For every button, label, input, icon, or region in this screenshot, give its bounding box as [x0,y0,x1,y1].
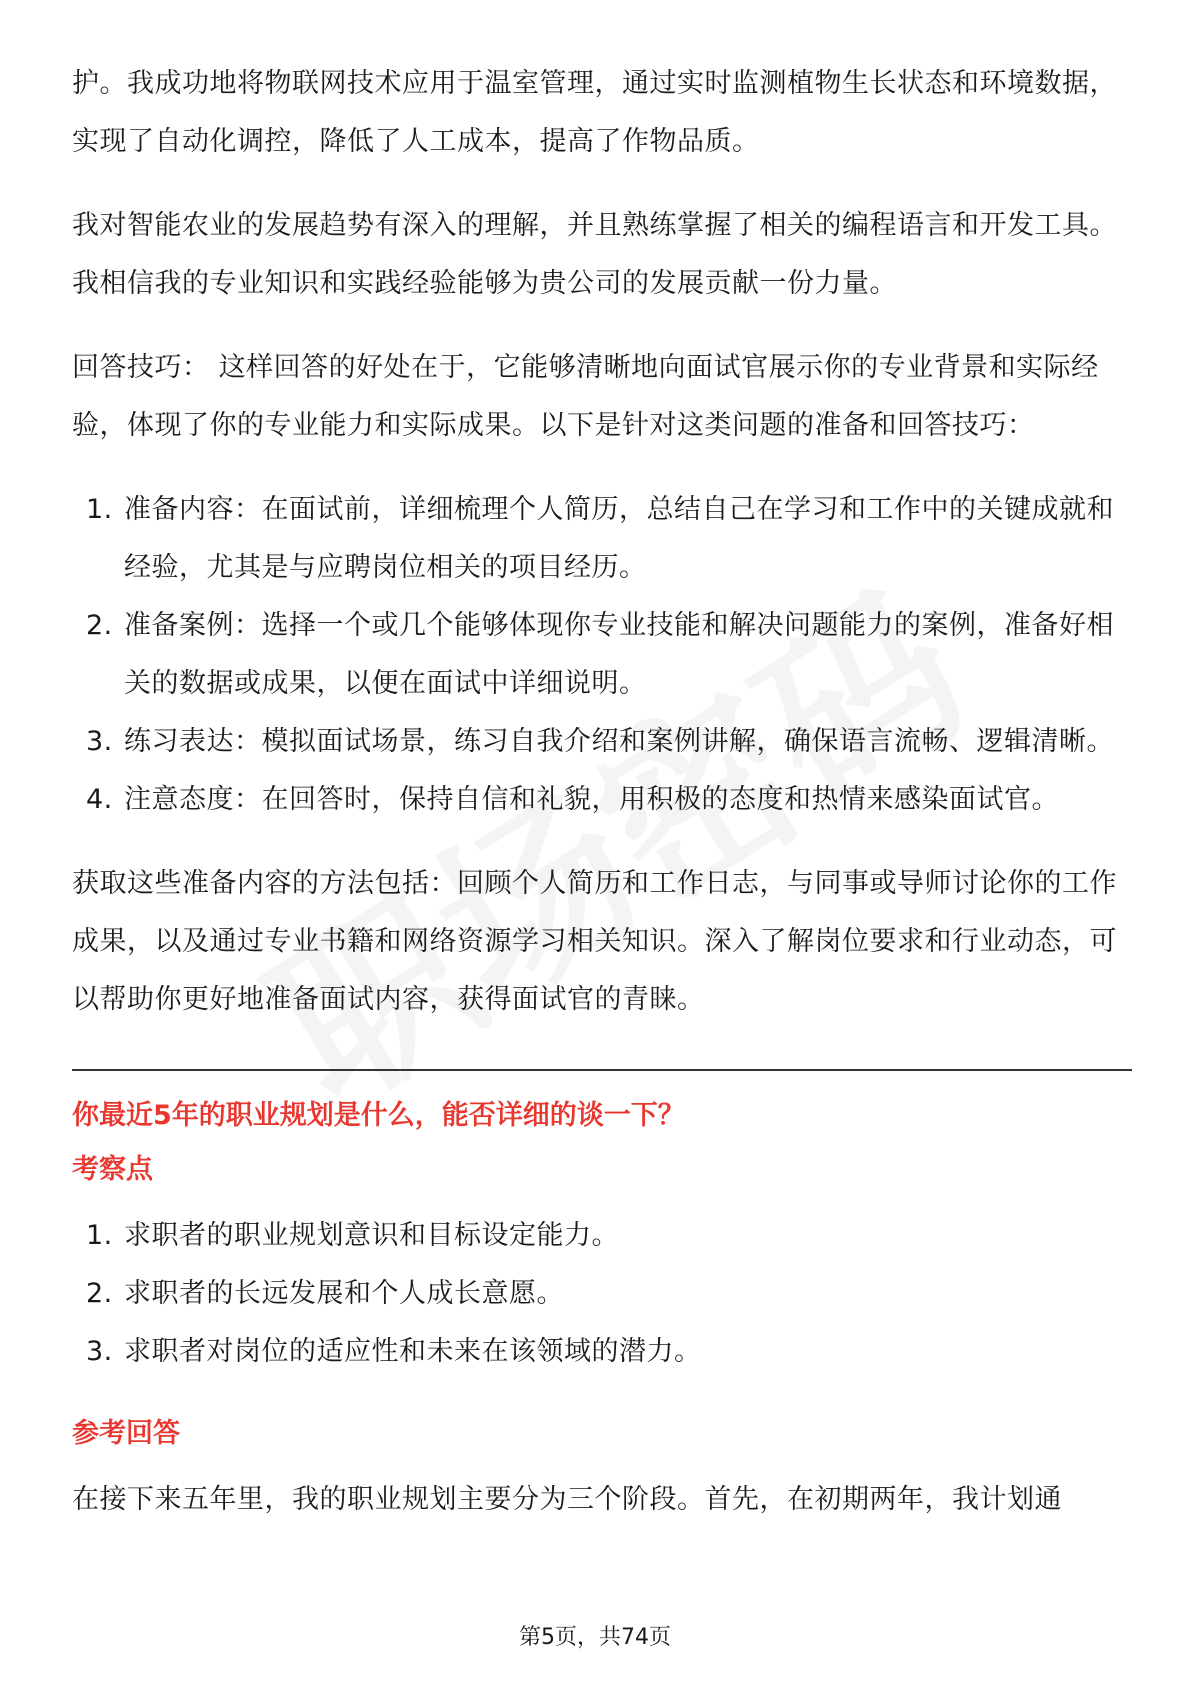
list-item-text: 准备内容：在面试前，详细梳理个人简历，总结自己在学习和工作中的关键成就和经验，尤其是与应聘岗位相关的项目经历。 [124,494,1114,583]
list-number: 3. [86,1336,113,1367]
list-item [72,1207,1132,1265]
list-item-text: 练习表达：模拟面试场景，练习自我介绍和案例讲解，确保语言流畅、逻辑清晰。 [124,726,1114,757]
answer-heading: 参考回答 [72,1418,180,1449]
page-content [72,55,1132,1555]
tips-list [72,481,1132,829]
paragraph-answer-start: 在接下来五年里，我的职业规划主要分为三个阶段。首先，在初期两年，我计划通 [72,1484,1062,1515]
points-heading: 考察点 [72,1154,153,1185]
page-footer: 第5页，共74页 [519,1625,671,1650]
list-item-text: 准备案例：选择一个或几个能够体现你专业技能和解决问题能力的案例，准备好相关的数据或成果，以便在面试中详细说明。 [124,610,1114,699]
question-title: 你最近5年的职业规划是什么，能否详细的谈一下？ [72,1100,685,1131]
paragraph-methods: 获取这些准备内容的方法包括：回顾个人简历和工作日志，与同事或导师讨论你的工作成果，以及通过专业书籍和网络资源学习相关知识。深入了解岗位要求和行业动态，可以帮助你更好地准备面试内容，获得面试官的青睐。 [72,868,1117,1015]
list-item [72,771,1132,829]
list-item [72,481,1132,597]
list-item [72,1265,1132,1323]
list-item-text: 求职者对岗位的适应性和未来在该领域的潜力。 [124,1336,702,1367]
list-item-text: 求职者的职业规划意识和目标设定能力。 [124,1220,619,1251]
list-number: 2. [86,610,113,641]
points-list [72,1207,1132,1381]
list-number: 3. [86,726,113,757]
list-item [72,597,1132,713]
paragraph-smart-agriculture: 我对智能农业的发展趋势有深入的理解，并且熟练掌握了相关的编程语言和开发工具。我相信我的专业知识和实践经验能够为贵公司的发展贡献一份力量。 [72,210,1117,299]
list-number: 4. [86,784,113,815]
list-number: 1. [86,494,113,525]
paragraph-answer-tips: 回答技巧： 这样回答的好处在于，它能够清晰地向面试官展示你的专业背景和实际经验，体现了你的专业能力和实际成果。以下是针对这类问题的准备和回答技巧： [72,352,1099,441]
section-divider [72,1069,1132,1071]
list-item-text: 求职者的长远发展和个人成长意愿。 [124,1278,564,1309]
list-item [72,1323,1132,1381]
list-number: 1. [86,1220,113,1251]
list-item [72,713,1132,771]
list-number: 2. [86,1278,113,1309]
paragraph-iot-greenhouse: 护。我成功地将物联网技术应用于温室管理，通过实时监测植物生长状态和环境数据，实现了自动化调控，降低了人工成本，提高了作物品质。 [72,68,1117,157]
list-item-text: 注意态度：在回答时，保持自信和礼貌，用积极的态度和热情来感染面试官。 [124,784,1059,815]
